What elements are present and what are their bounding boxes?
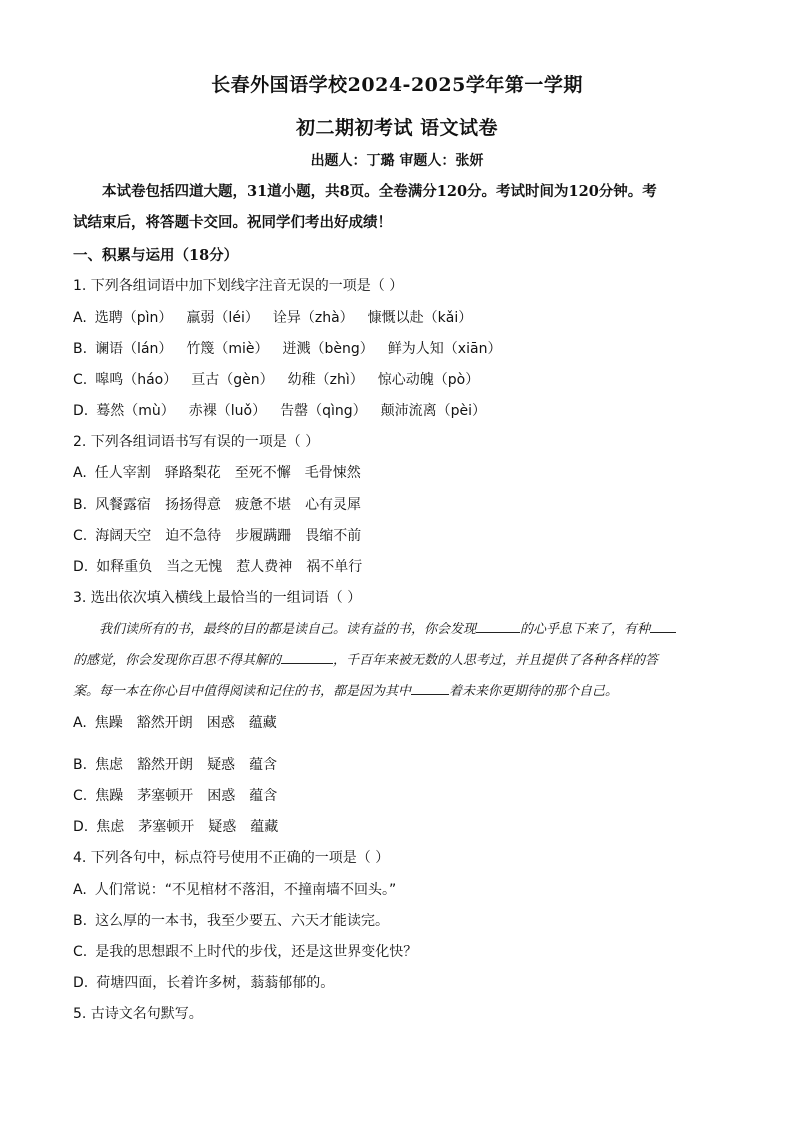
fill-blank (281, 651, 333, 664)
section-heading: 一、积累与运用（18分） (73, 247, 239, 264)
question-3-passage: 我们读所有的书，最终的目的都是读自己。读有益的书，你会发现 的心乎息下来了，有种 的感觉，你会发现你百思不得其解的 ，千百年来被无数的人思考过，并且提供了各种各样的答 案。每一本在你心目中值得阅读和记住的书，都是因为其中 着未来你更期待的那个自己。 (73, 614, 727, 707)
question-1-option-d: D. 蓦然（mù） 赤裸（luǒ） 告罄（qìng） 颠沛流离（pèi） (73, 403, 487, 419)
question-1-option-a: A. 选聘（pìn） 羸弱（léi） 诠异（zhà） 慷慨以赴（kǎi） (73, 310, 473, 326)
question-3-option-c: C. 焦躁 茅塞顿开 困惑 蕴含 (73, 788, 278, 804)
question-1-stem: 1. 下列各组词语中加下划线字注音无误的一项是（ ） (73, 278, 404, 294)
question-3-option-d: D. 焦虑 茅塞顿开 疑惑 蕴藏 (73, 819, 279, 835)
question-4-stem: 4. 下列各句中，标点符号使用不正确的一项是（ ） (73, 850, 390, 866)
fill-blank (650, 620, 676, 633)
question-2-option-c: C. 海阔天空 迫不急待 步履蹒跚 畏缩不前 (73, 528, 362, 544)
question-4-option-d: D. 荷塘四面，长着许多树，蓊蓊郁郁的。 (73, 975, 335, 991)
question-4-option-b: B. 这么厚的一本书，我至少要五、六天才能读完。 (73, 913, 390, 929)
question-4-option-a: A. 人们常说：“不见棺材不落泪，不撞南墙不回头。” (73, 882, 397, 898)
question-3-option-b: B. 焦虑 豁然开朗 疑惑 蕴含 (73, 757, 278, 773)
question-2-option-b: B. 风餐露宿 扬扬得意 疲惫不堪 心有灵犀 (73, 497, 362, 513)
fill-blank (411, 682, 449, 695)
question-1-option-b: B. 谰语（lán） 竹篾（miè） 迸溅（bèng） 鲜为人知（xiān） (73, 341, 502, 357)
question-1-option-c: C. 嗥鸣（háo） 亘古（gèn） 幼稚（zhì） 惊心动魄（pò） (73, 372, 480, 388)
fill-blank (476, 620, 520, 633)
exam-authors: 出题人：丁璐 审题人：张妍 (310, 153, 484, 169)
exam-subtitle: 初二期初考试 语文试卷 (295, 117, 499, 139)
question-4-option-c: C. 是我的思想跟不上时代的步伐，还是这世界变化快？ (73, 944, 418, 960)
question-2-option-a: A. 任人宰割 驿路梨花 至死不懈 毛骨悚然 (73, 465, 361, 481)
exam-title: 长春外国语学校2024-2025学年第一学期 (211, 74, 583, 96)
intro-line-2: 试结束后，将答题卡交回。祝同学们考出好成绩！ (73, 214, 392, 231)
question-3-stem: 3. 选出依次填入横线上最恰当的一组词语（ ） (73, 590, 362, 606)
question-3-option-a: A. 焦躁 豁然开朗 困惑 蕴藏 (73, 715, 277, 731)
intro-line-1: 本试卷包括四道大题，31道小题，共8页。全卷满分120分。考试时间为120分钟。考 (102, 183, 657, 200)
intro-paragraph (73, 176, 733, 238)
question-2-stem: 2. 下列各组词语书写有误的一项是（ ） (73, 434, 320, 450)
question-5-stem: 5. 古诗文名句默写。 (73, 1006, 203, 1022)
question-2-option-d: D. 如释重负 当之无愧 惹人费神 祸不单行 (73, 559, 363, 575)
